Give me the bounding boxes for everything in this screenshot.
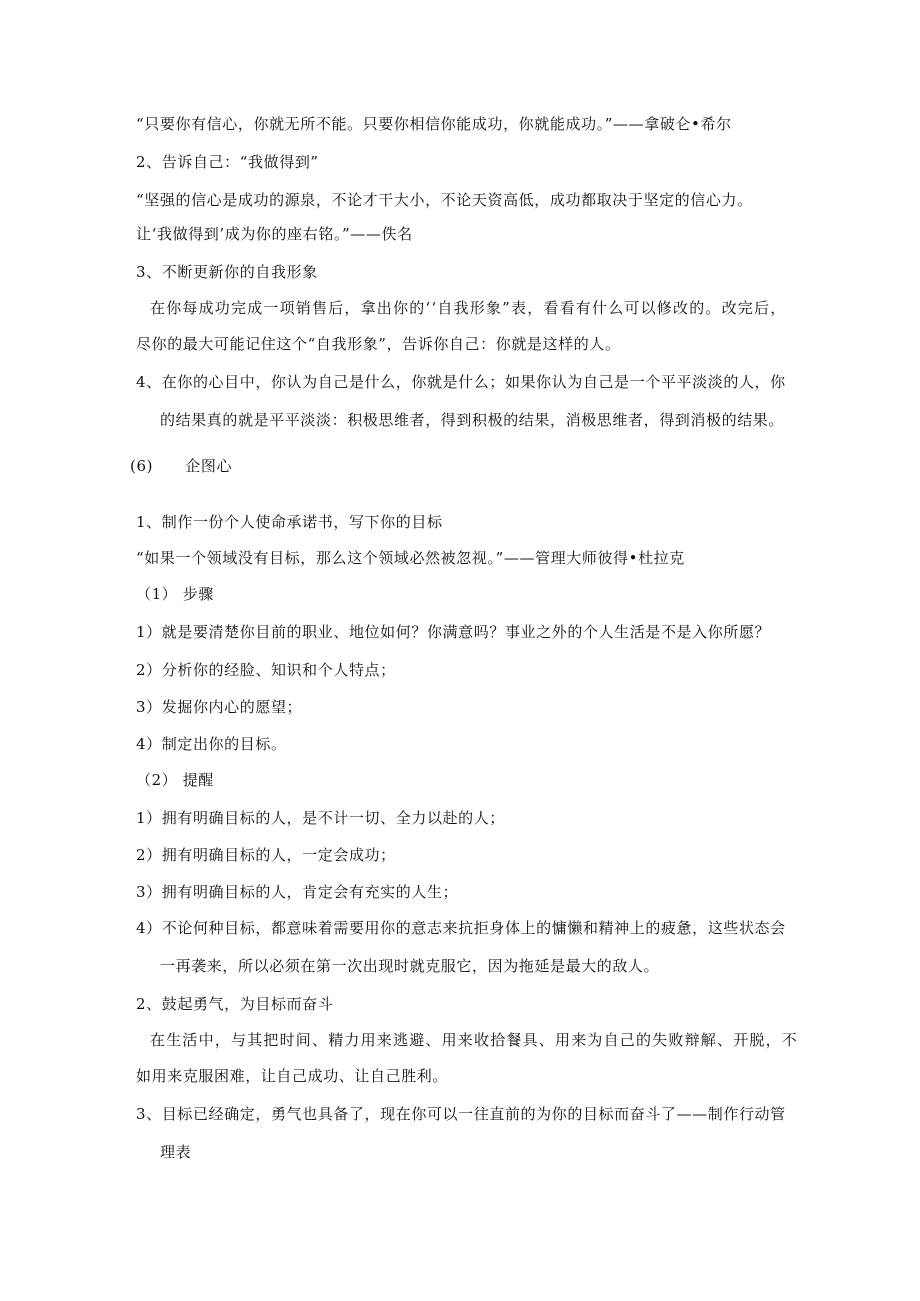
reminder-4-line-1: 4）不论何种目标，都意味着需要用你的意志来抗拒身体上的慵懒和精神上的疲惫，这些状态会 [136, 919, 786, 937]
quote-confidence-line-1: “坚强的信心是成功的源泉，不论才干大小，不论天资高低，成功都取决于坚定的信心力。 [136, 191, 753, 209]
heading-mind-line-1: 4、在你的心目中，你认为自己是什么，你就是什么；如果你认为自己是一个平平淡淡的人，你 [136, 373, 786, 391]
quote-drucker: “如果一个领域没有目标，那么这个领域必然被忽视。”——管理大师彼得•杜拉克 [136, 549, 685, 567]
reminder-4-line-2: 一再袭来，所以必须在第一次出现时就克服它，因为拖延是最大的敌人。 [160, 957, 660, 975]
reminder-1: 1）拥有明确目标的人，是不计一切、全力以赴的人； [136, 809, 505, 827]
step-4: 4）制定出你的目标。 [136, 735, 287, 753]
subheading-steps: （1） 步骤 [136, 585, 214, 603]
step-2: 2）分析你的经脸、知识和个人特点； [136, 661, 396, 679]
heading-self-image: 3、不断更新你的自我形象 [136, 263, 318, 281]
step-3: 3）发掘你内心的愿望； [136, 698, 303, 716]
quote-napoleon-hill: “只要你有信心，你就无所不能。只要你相信你能成功，你就能成功。”——拿破仑•希尔 [136, 115, 732, 133]
section-ambition: (6) 企图心 [130, 457, 233, 475]
step-1: 1）就是要清楚你目前的职业、地位如何？你满意吗？事业之外的个人生活是不是入你所愿？ [136, 623, 771, 641]
heading-action-table-line-1: 3、目标已经确定，勇气也具备了，现在你可以一往直前的为你的目标而奋斗了——制作行动管 [136, 1105, 786, 1123]
reminder-2: 2）拥有明确目标的人，一定会成功； [136, 846, 396, 864]
paragraph-courage-line-1: 在生活中，与其把时间、精力用来逃避、用来收拾餐具、用来为自己的失败辩解、开脱，不 [150, 1031, 799, 1049]
reminder-3: 3）拥有明确目标的人，肯定会有充实的人生； [136, 883, 459, 901]
paragraph-courage-line-2: 如用来克服困难，让自己成功、让自己胜利。 [136, 1067, 449, 1085]
heading-action-table-line-2: 理表 [160, 1143, 192, 1161]
paragraph-self-image-line-1: 在你每成功完成一项销售后，拿出你的‘‘自我形象”表，看看有什么可以修改的。改完后， [150, 299, 787, 317]
paragraph-self-image-line-2: 尽你的最大可能记住这个“自我形象”，告诉你自己：你就是这样的人。 [136, 335, 621, 353]
heading-tell-yourself: 2、告诉自己：“我做得到” [136, 153, 319, 171]
quote-confidence-line-2: 让‘我做得到’成为你的座右铭。”——佚名 [136, 225, 413, 243]
heading-mission-statement: 1、制作一份个人使命承诺书，写下你的目标 [136, 513, 443, 531]
heading-mind-line-2: 的结果真的就是平平淡淡：积极思维者，得到积极的结果，消极思维者，得到消极的结果。 [160, 411, 785, 429]
subheading-reminder: （2） 提醒 [136, 771, 214, 789]
heading-courage: 2、鼓起勇气，为目标而奋斗 [136, 995, 334, 1013]
